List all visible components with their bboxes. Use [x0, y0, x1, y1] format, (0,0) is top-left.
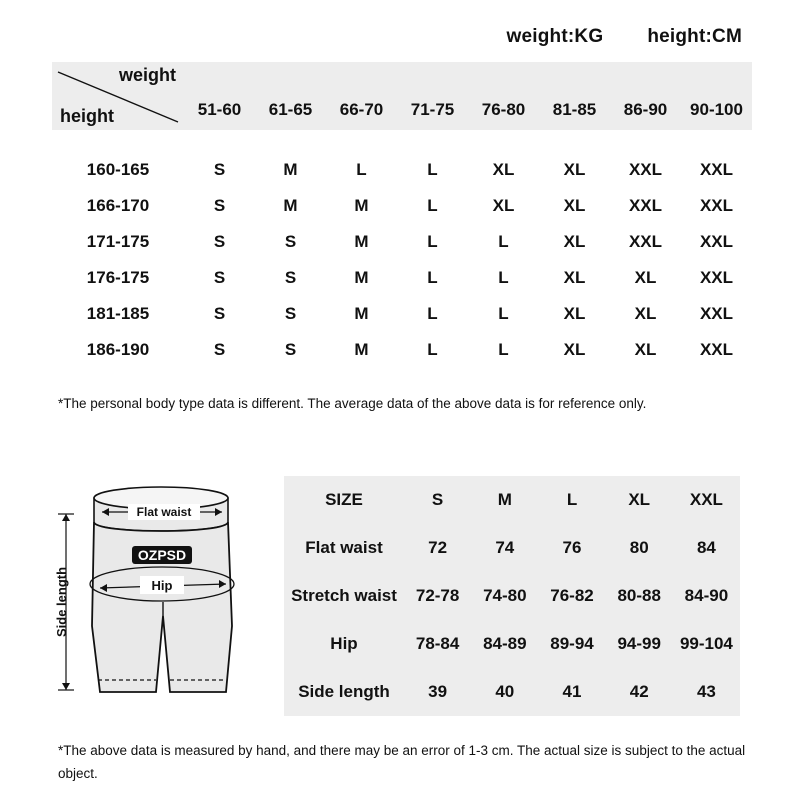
size-cell: M — [354, 340, 369, 359]
measurement-note: *The above data is measured by hand, and there may be an error of 1-3 cm. The actual size is subject to the actual object. — [58, 743, 746, 781]
measurement-table — [284, 476, 740, 716]
size-cell: XL — [634, 268, 657, 287]
size-cell: XXL — [699, 160, 734, 179]
measurement-row-label: Stretch waist — [291, 586, 397, 606]
measurement-cell: 40 — [495, 682, 515, 701]
size-chart-header-row — [52, 62, 752, 130]
measurement-row-label: Hip — [330, 634, 358, 654]
size-cell: M — [354, 232, 369, 251]
size-cell: XL — [563, 304, 586, 323]
measurement-row-label: Side length — [298, 682, 390, 702]
size-cell: L — [498, 232, 509, 251]
size-chart-note: *The personal body type data is different. The average data of the above data is for reference only. — [58, 396, 647, 411]
size-cell: S — [213, 268, 226, 287]
height-row-header: 181-185 — [86, 304, 150, 323]
table-row — [284, 524, 740, 572]
weight-column-header: 51-60 — [197, 100, 242, 119]
size-cell: XXL — [628, 160, 663, 179]
height-row-header: 160-165 — [86, 160, 150, 179]
table-row — [52, 296, 752, 332]
size-cell: M — [354, 268, 369, 287]
size-cell: M — [283, 196, 298, 215]
measurement-header-cell: L — [566, 490, 578, 509]
measurement-cell: 42 — [629, 682, 649, 701]
size-cell: XL — [563, 232, 586, 251]
table-row — [52, 152, 752, 188]
measurement-cell: 41 — [562, 682, 582, 701]
measurement-cell: 74-80 — [483, 586, 527, 605]
measurement-cell: 43 — [696, 682, 716, 701]
size-cell: L — [498, 304, 509, 323]
corner-height-label: height — [60, 106, 114, 126]
measurement-cell: 84 — [696, 538, 716, 557]
height-row-header: 186-190 — [86, 340, 150, 359]
size-cell: XL — [492, 160, 515, 179]
svg-text:Hip: Hip — [151, 578, 173, 593]
size-cell: XL — [634, 340, 657, 359]
size-cell: S — [284, 340, 297, 359]
weight-column-headers — [184, 62, 752, 130]
size-cell: XXL — [628, 232, 663, 251]
measurement-cell: 94-99 — [617, 634, 661, 653]
size-chart-corner-cell — [52, 62, 184, 130]
measurement-cell: 80 — [629, 538, 649, 557]
size-cell: L — [427, 232, 438, 251]
measurement-cell: 72-78 — [415, 586, 460, 605]
size-cell: S — [213, 304, 226, 323]
size-cell: XXL — [699, 268, 734, 287]
size-cell: XXL — [699, 232, 734, 251]
size-cell: L — [427, 268, 438, 287]
size-cell: M — [354, 196, 369, 215]
size-cell: S — [213, 232, 226, 251]
height-row-header: 171-175 — [86, 232, 150, 251]
measurement-cell: 80-88 — [617, 586, 661, 605]
measurement-cell: 76-82 — [550, 586, 594, 605]
size-cell: XL — [634, 304, 657, 323]
size-cell: XXL — [699, 196, 734, 215]
size-cell: L — [356, 160, 367, 179]
measurement-header-cell: S — [431, 490, 444, 509]
weight-unit-label: weight:KG — [506, 26, 604, 47]
product-diagram — [36, 476, 284, 712]
measurement-cell: 72 — [428, 538, 448, 557]
table-row — [284, 620, 740, 668]
size-cell: L — [427, 304, 438, 323]
weight-column-header: 61-65 — [268, 100, 313, 119]
size-cell: XXL — [628, 196, 663, 215]
table-row — [52, 224, 752, 260]
measurement-cell: 39 — [428, 682, 448, 701]
table-row — [284, 668, 740, 716]
measurement-cell: 76 — [562, 538, 582, 557]
size-chart-body — [52, 130, 752, 368]
height-row-header: 176-175 — [86, 268, 150, 287]
measurement-header-cell: XXL — [689, 490, 723, 509]
measurement-cell: 89-94 — [550, 634, 594, 653]
svg-text:Side length: Side length — [54, 566, 69, 638]
size-cell: L — [427, 340, 438, 359]
measurement-cell: 78-84 — [415, 634, 460, 653]
measurement-cell: 99-104 — [679, 634, 733, 653]
size-cell: S — [213, 196, 226, 215]
measurement-row-label: Flat waist — [305, 538, 383, 558]
weight-column-header: 86-90 — [623, 100, 668, 119]
table-row — [52, 332, 752, 368]
size-cell: M — [283, 160, 298, 179]
size-cell: L — [498, 340, 509, 359]
weight-column-header: 71-75 — [410, 100, 455, 119]
size-cell: XL — [563, 196, 586, 215]
size-cell: L — [498, 268, 509, 287]
size-cell: L — [427, 160, 438, 179]
size-cell: XXL — [699, 304, 734, 323]
measurement-cell: 74 — [495, 538, 515, 557]
size-cell: S — [213, 340, 226, 359]
table-row — [284, 572, 740, 620]
measurement-header-cell: XL — [628, 490, 651, 509]
size-cell: M — [354, 304, 369, 323]
size-cell: XXL — [699, 340, 734, 359]
svg-text:Flat waist: Flat waist — [136, 505, 192, 519]
weight-column-header: 81-85 — [552, 100, 597, 119]
size-cell: S — [213, 160, 226, 179]
size-cell: L — [427, 196, 438, 215]
weight-column-header: 90-100 — [690, 100, 743, 119]
size-cell: XL — [492, 196, 515, 215]
measurement-cell: 84-90 — [684, 586, 729, 605]
height-unit-label: height:CM — [647, 26, 742, 47]
weight-column-header: 66-70 — [339, 100, 384, 119]
size-cell: XL — [563, 268, 586, 287]
size-cell: S — [284, 304, 297, 323]
measurement-header-size: SIZE — [325, 490, 363, 510]
svg-text:OZPSD: OZPSD — [137, 547, 187, 563]
measurement-table-header — [284, 476, 740, 524]
measurement-cell: 84-89 — [483, 634, 527, 653]
height-row-header: 166-170 — [86, 196, 150, 215]
size-cell: S — [284, 232, 297, 251]
size-cell: XL — [563, 160, 586, 179]
measurement-header-cell: M — [497, 490, 512, 509]
size-cell: XL — [563, 340, 586, 359]
size-chart — [52, 62, 752, 368]
weight-column-header: 76-80 — [481, 100, 526, 119]
size-cell: S — [284, 268, 297, 287]
table-row — [52, 188, 752, 224]
table-row — [52, 260, 752, 296]
corner-weight-label: weight — [119, 65, 176, 85]
units-row — [507, 26, 742, 48]
